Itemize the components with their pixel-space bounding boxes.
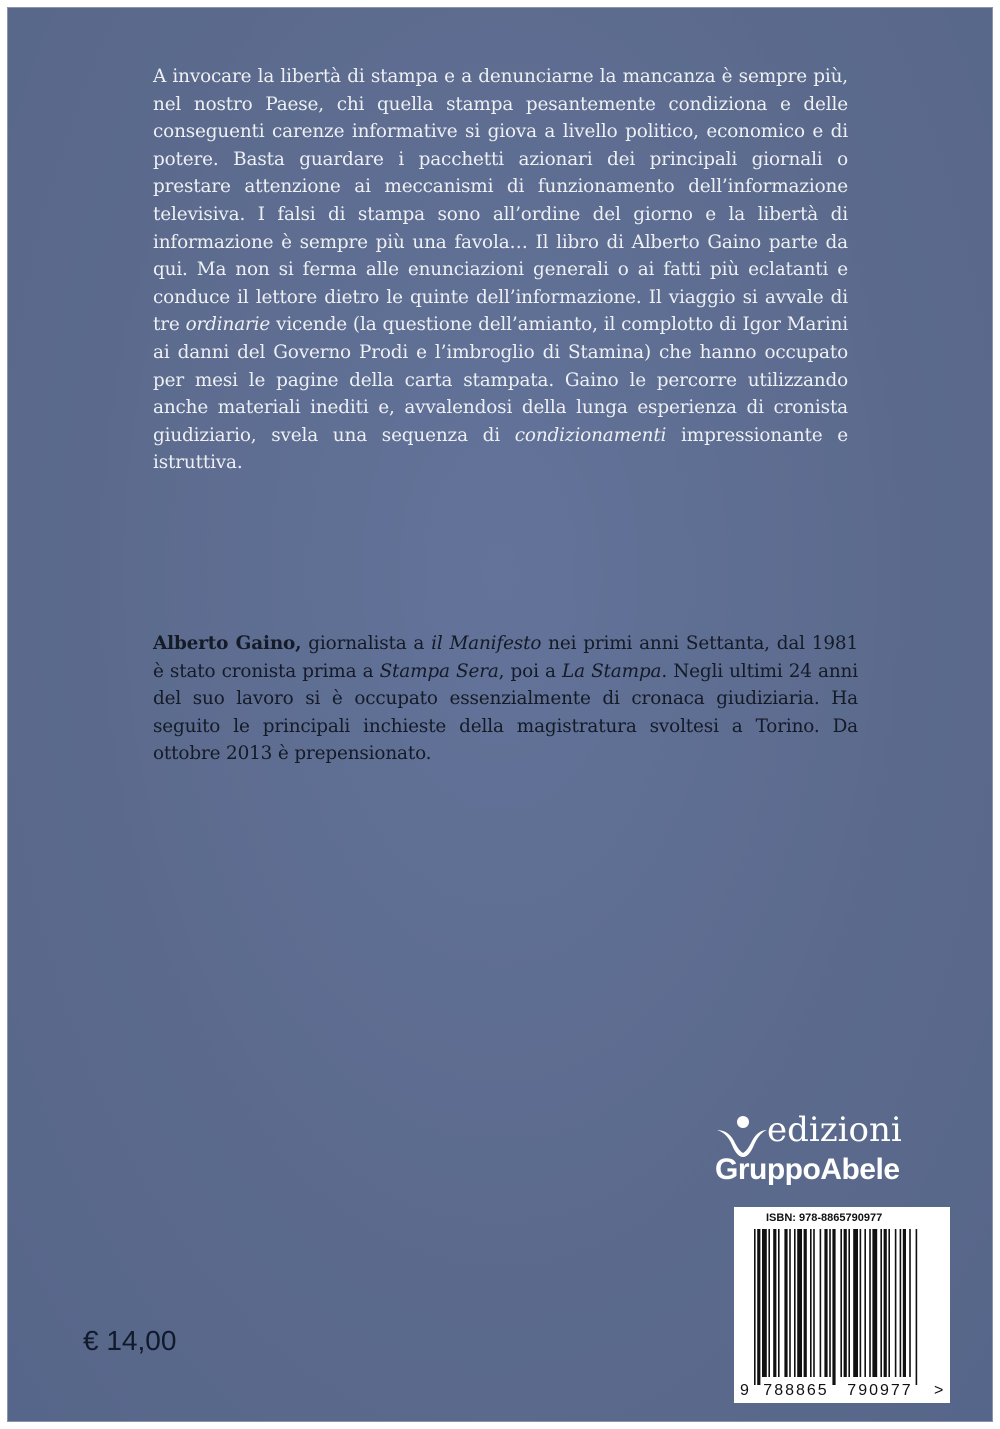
barcode-bar: [832, 1229, 835, 1385]
barcode-bar: [754, 1229, 756, 1385]
barcode-bar: [797, 1229, 802, 1377]
barcode-bar: [848, 1229, 850, 1377]
barcode-bars: [734, 1207, 950, 1403]
isbn-label: ISBN: 978-8865790977: [766, 1212, 883, 1224]
barcode-bar: [824, 1229, 827, 1377]
author-bio: [153, 630, 858, 768]
price: € 14,00: [83, 1325, 177, 1356]
barcode-bar: [888, 1229, 890, 1377]
bio-part: . Negli ultimi 24 anni del suo lavoro si è occupato essenzialmente di cronaca giudiziaria. Ha seguito le principali inchieste della magistratura svoltesi a Torino. Da ottobre 2013 è prepensionato.: [153, 660, 858, 765]
author-name: Alberto Gaino,: [153, 633, 302, 654]
barcode-bar: [872, 1229, 877, 1377]
barcode-bar: [794, 1229, 796, 1377]
barcode-bar: [860, 1229, 862, 1377]
barcode-bar: [853, 1229, 858, 1377]
blurb-emphasis: ordinarie: [185, 314, 271, 336]
blurb-part: A invocare la libertà di stampa e a denunciarne la mancanza è sempre più, nel nostro Paese, chi quella stampa pesantemente condiziona e delle conseguenti carenze informative si giova a livello politico, economico e di potere. Basta guardare i pacchetti azionari dei principali giornali o prestare attenzione ai meccanismi di funzionamento dell’informazione televisiva. I falsi di stampa sono all’ordine del giorno e la libertà di informazione è sempre più una favola… Il libro di Alberto Gaino parte da qui. Ma non si ferma alle enunciazioni generali o ai fatti più eclatanti e conduce il lettore dietro le quinte dell’informazione. Il viaggio si avvale di tre: [153, 66, 848, 336]
barcode-bar: [909, 1229, 911, 1377]
bio-emphasis: La Stampa: [562, 660, 662, 682]
barcode-bar: [900, 1229, 902, 1377]
barcode-bar: [784, 1229, 787, 1377]
barcode-marker: >: [934, 1382, 944, 1399]
barcode: [734, 1207, 950, 1403]
barcode-bar: [903, 1229, 906, 1377]
publisher-gruppo-abele: GruppoAbele: [715, 1153, 900, 1186]
publisher-edizioni: edizioni: [767, 1110, 902, 1150]
barcode-bar: [880, 1229, 882, 1377]
barcode-bar: [916, 1229, 918, 1385]
blurb-emphasis: condizionamenti: [514, 424, 667, 446]
back-cover: [7, 7, 993, 1422]
barcode-right-digits: 790977: [847, 1382, 913, 1399]
blurb-text: [153, 63, 848, 477]
barcode-bar: [869, 1229, 871, 1377]
barcode-first-digit: 9: [740, 1382, 749, 1399]
barcode-bar: [778, 1229, 780, 1377]
barcode-bar: [773, 1229, 776, 1377]
bio-part: giornalista a: [301, 633, 432, 654]
publisher-logo: [713, 1108, 953, 1198]
barcode-bar: [884, 1229, 887, 1377]
bio-emphasis: Stampa Sera: [379, 660, 499, 682]
barcode-bar: [810, 1229, 812, 1377]
bio-part: , poi a: [498, 660, 563, 682]
barcode-bar: [789, 1229, 791, 1377]
bio-emphasis: il Manifesto: [431, 633, 542, 654]
barcode-bar: [864, 1229, 866, 1377]
barcode-bar: [768, 1229, 770, 1377]
barcode-bar: [844, 1229, 847, 1377]
bio-part: nei primi anni Settanta, dal 1981 è stato cronista prima a: [153, 633, 859, 682]
barcode-bar: [762, 1229, 767, 1377]
blurb-part: impressionante e istruttiva.: [153, 424, 848, 474]
barcode-bar: [813, 1229, 815, 1377]
blurb-part: vicende (la questione dell’amianto, il complotto di Igor Marini ai danni del Governo Prodi e l’imbroglio di Stamina) che hanno occupato per mesi le pagine della carta stampata. Gaino le percorre utilizzando anche materiali inediti e, avvalendosi della lunga esperienza di cronista giudiziario, svela una sequenza di: [153, 314, 849, 446]
barcode-bar: [840, 1229, 842, 1377]
barcode-bar: [804, 1229, 807, 1377]
barcode-left-digits: 788865: [763, 1382, 829, 1399]
barcode-bar: [757, 1229, 760, 1385]
barcode-bar: [820, 1229, 822, 1377]
barcode-bar: [829, 1229, 831, 1377]
barcode-bar: [895, 1229, 897, 1377]
